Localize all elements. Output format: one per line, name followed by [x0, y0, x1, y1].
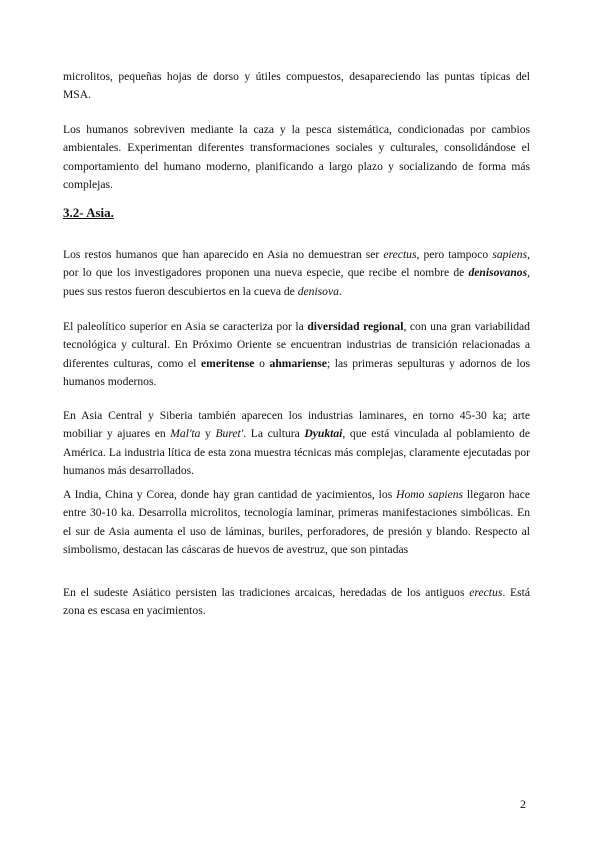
term-homo-sapiens: Homo sapiens — [396, 488, 464, 501]
text-run: . Está zona es escasa en yacimientos. — [63, 586, 531, 618]
section-heading-asia: 3.2- Asia. — [63, 205, 114, 220]
term-denisovanos: denisovanos — [468, 266, 528, 280]
paragraph-upper-paleolithic-asia — [63, 318, 530, 392]
term-diversidad-regional: diversidad regional — [307, 320, 404, 333]
text-run: El paleolítico superior en Asia se caracteriza por la — [63, 320, 308, 333]
paragraph-asia-remains — [63, 246, 530, 301]
term-sapiens: sapiens — [492, 248, 528, 261]
paragraph-msa-continuation — [63, 68, 530, 105]
paragraph-central-asia-siberia — [63, 407, 530, 481]
text-run: En el sudeste Asiático persisten las tradiciones arcaicas, heredadas de los antiguos — [63, 586, 470, 599]
text-run: , con una gran variabilidad tecnológica y cultural. En Próximo Oriente se encuentran industrias de transición relacionadas a diferentes culturas, como el — [63, 320, 530, 370]
term-ahmariense: ahmariense — [269, 356, 327, 370]
text-run: Los restos humanos que han aparecido en Asia no demuestran ser — [63, 248, 384, 261]
paragraph-southeast-asia — [63, 584, 530, 621]
text-run: , por lo que los investigadores proponen una nueva especie, que recibe el nombre de — [63, 248, 530, 280]
page-number: 2 — [520, 797, 526, 811]
text-run: , que está vinculada al poblamiento de América. La industria lítica de esta zona muestra técnicas más complejas, claramente ejecutadas por humanos más desarrollados. — [63, 427, 531, 478]
text-run: . La cultura — [243, 427, 305, 441]
text-run: A India, China y Corea, donde hay gran cantidad de yacimientos, los — [63, 488, 397, 501]
text-run: y — [200, 427, 216, 441]
text-run: , pero tampoco — [416, 248, 493, 261]
text-run: . — [338, 284, 342, 298]
term-dyuktai: Dyuktai — [304, 427, 343, 441]
text-run: En Asia Central y Siberia también aparecen los industrias laminares, en torno 45-30 ka; arte mobiliar y ajuares en — [63, 409, 530, 441]
text-run: ; las primeras sepulturas y adornos de los humanos modernos. — [63, 356, 531, 389]
paragraph-text: Los humanos sobreviven mediante la caza y la pesca sistemática, condicionadas por cambios ambientales. Experimentan diferentes transformaciones sociales y culturales, consolidándose el comportamiento del humano moderno, planificando a largo plazo y socializando de forma más complejas. — [63, 123, 530, 192]
paragraph-human-behavior — [63, 121, 530, 195]
term-denisova: denisova — [297, 284, 339, 298]
term-erectus: erectus — [469, 586, 503, 599]
term-emeritense: emeritense — [201, 356, 255, 370]
text-run: llegaron hace entre 30-10 ka. Desarrolla microlitos, tecnología laminar, primeras manifestaciones simbólicas. En el sur de Asia aumenta el uso de láminas, buriles, perforadores, de presión y blando. Respecto al simbolismo, destacan las cáscaras de huevos de avestruz, que son pintadas — [63, 488, 530, 557]
term-erectus: erectus — [383, 248, 417, 261]
paragraph-text: microlitos, pequeñas hojas de dorso y útiles compuestos, desapareciendo las puntas típicas del MSA. — [63, 70, 530, 102]
paragraph-india-china-korea — [63, 486, 530, 560]
term-malta: Mal'ta — [170, 427, 201, 441]
text-run: o — [254, 356, 270, 370]
term-buret: Buret' — [215, 427, 244, 441]
text-run: , pues sus restos fueron descubiertos en la cueva de — [63, 266, 530, 298]
